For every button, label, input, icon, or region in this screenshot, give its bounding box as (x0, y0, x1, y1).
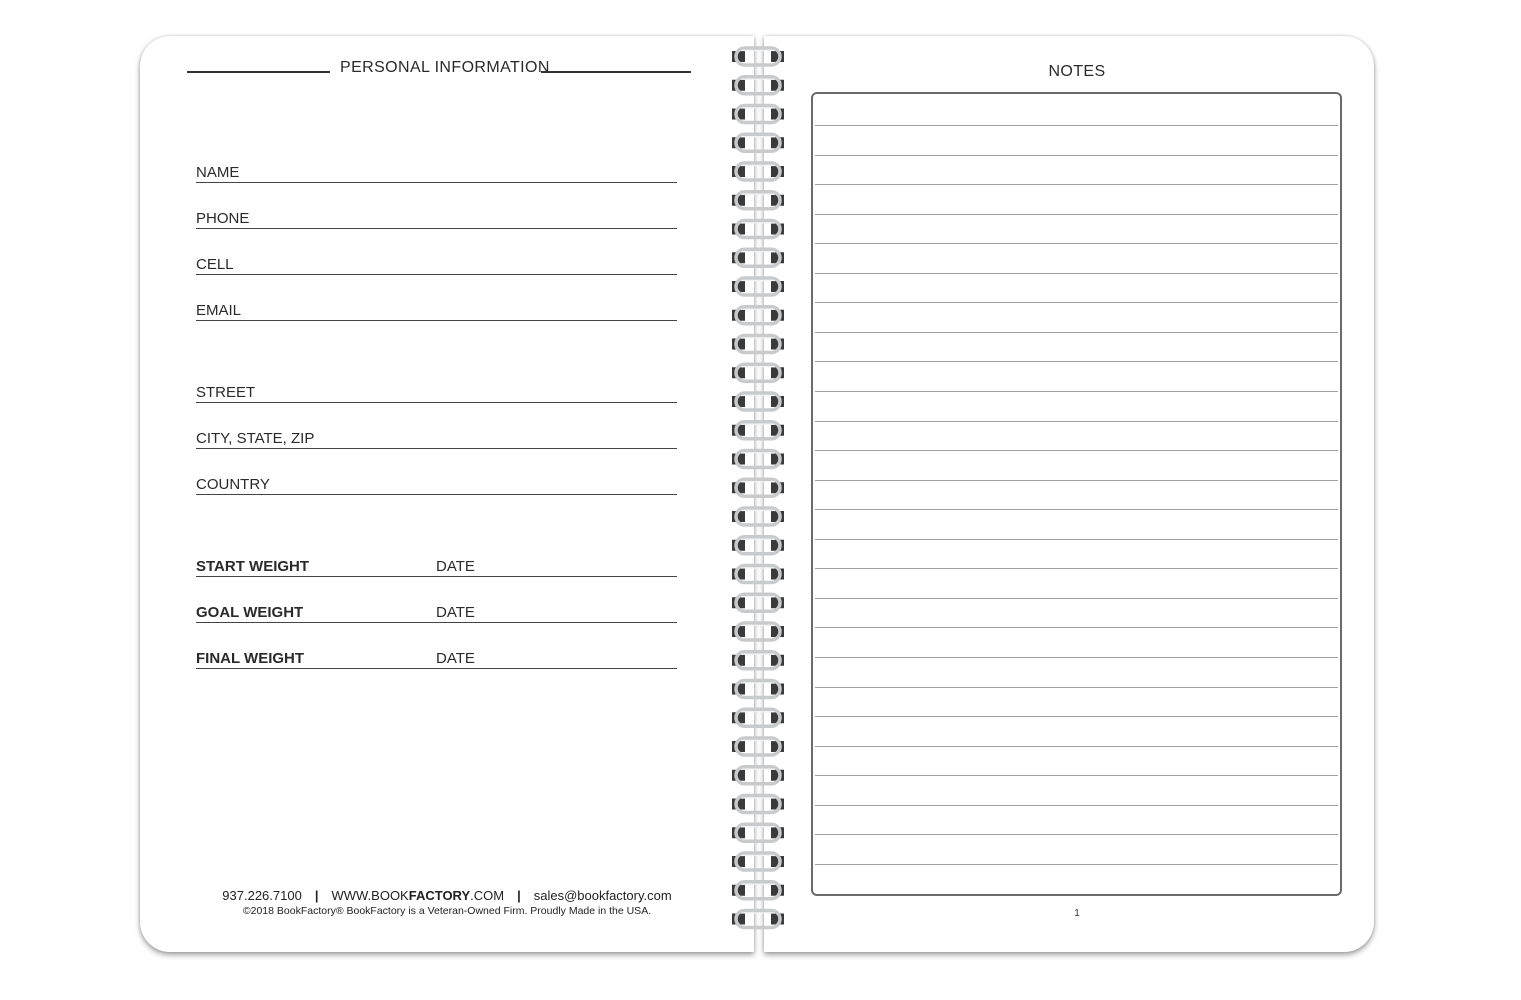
spiral-coil (732, 249, 784, 266)
spiral-coil (732, 767, 784, 784)
note-line (815, 834, 1338, 835)
note-line (815, 450, 1338, 451)
header-rule-left (187, 71, 330, 73)
note-line (815, 598, 1338, 599)
note-line (815, 864, 1338, 865)
note-line (815, 273, 1338, 274)
spiral-binding (722, 40, 794, 950)
final-weight-date-label: DATE (436, 650, 475, 667)
spiral-coil (732, 134, 784, 151)
notes-lines (813, 94, 1340, 894)
footer-separator-2: | (517, 888, 521, 903)
footer-website-prefix: WWW.BOOK (331, 888, 409, 903)
spiral-coil (732, 911, 784, 928)
city-state-zip-field[interactable] (196, 426, 677, 449)
goal-weight-field[interactable] (196, 600, 677, 623)
street-label: STREET (196, 384, 256, 401)
spiral-coil (732, 681, 784, 698)
phone-label: PHONE (196, 210, 250, 227)
start-weight-label: START WEIGHT (196, 558, 310, 575)
spiral-coil (732, 882, 784, 899)
spiral-coil (732, 278, 784, 295)
spiral-coil (732, 537, 784, 554)
page-number: 1 (1074, 908, 1080, 919)
notes-title: NOTES (1048, 63, 1106, 80)
email-field[interactable] (196, 298, 677, 321)
name-field[interactable] (196, 160, 677, 183)
footer-phone: 937.226.7100 (222, 888, 302, 903)
start-weight-date-label: DATE (436, 558, 475, 575)
goal-weight-label: GOAL WEIGHT (196, 604, 304, 621)
cell-field[interactable] (196, 252, 677, 275)
email-label: EMAIL (196, 302, 242, 319)
spiral-coil (732, 709, 784, 726)
spiral-coil (732, 594, 784, 611)
final-weight-field[interactable] (196, 646, 677, 669)
note-line (815, 716, 1338, 717)
spiral-coil (732, 307, 784, 324)
note-line (815, 805, 1338, 806)
spiral-coil (732, 336, 784, 353)
spiral-coil (732, 163, 784, 180)
note-line (815, 480, 1338, 481)
footer-website-bold: FACTORY (408, 888, 471, 903)
footer-contact (140, 888, 754, 903)
spiral-coil (732, 652, 784, 669)
notes-page (764, 36, 1374, 952)
note-line (815, 509, 1338, 510)
note-line (815, 657, 1338, 658)
spiral-coil (732, 479, 784, 496)
spiral-coil (732, 192, 784, 209)
spiral-coil (732, 48, 784, 65)
street-field[interactable] (196, 380, 677, 403)
spiral-coil (732, 566, 784, 583)
country-label: COUNTRY (196, 476, 270, 493)
footer-copyright: ©2018 BookFactory® BookFactory is a Veteran-Owned Firm. Proudly Made in the USA. (242, 905, 652, 917)
spiral-coil (732, 221, 784, 238)
note-line (815, 775, 1338, 776)
spiral-coil (732, 623, 784, 640)
note-line (815, 214, 1338, 215)
header-rule-right (541, 71, 691, 73)
notes-box[interactable] (811, 92, 1342, 896)
spiral-coil (732, 393, 784, 410)
name-label: NAME (196, 164, 240, 181)
city-state-zip-label: CITY, STATE, ZIP (196, 430, 315, 447)
spiral-coil (732, 508, 784, 525)
spiral-coil (732, 853, 784, 870)
spiral-coil (732, 106, 784, 123)
note-line (815, 746, 1338, 747)
footer-separator-1: | (314, 888, 319, 903)
phone-field[interactable] (196, 206, 677, 229)
goal-weight-date-label: DATE (436, 604, 475, 621)
note-line (815, 568, 1338, 569)
spiral-coil (732, 422, 784, 439)
spiral-coil (732, 364, 784, 381)
note-line (815, 361, 1338, 362)
note-line (815, 184, 1338, 185)
personal-information-title: PERSONAL INFORMATION (340, 59, 550, 76)
footer-email: sales@bookfactory.com (533, 888, 672, 903)
cell-label: CELL (196, 256, 234, 273)
note-line (815, 155, 1338, 156)
note-line (815, 539, 1338, 540)
note-line (815, 332, 1338, 333)
note-line (815, 391, 1338, 392)
spiral-coil (732, 451, 784, 468)
spiral-coil (732, 824, 784, 841)
footer-website-suffix: .COM (470, 888, 505, 903)
start-weight-field[interactable] (196, 554, 677, 577)
note-line (815, 627, 1338, 628)
spiral-coil (732, 796, 784, 813)
final-weight-label: FINAL WEIGHT (196, 650, 305, 667)
spiral-coil (732, 77, 784, 94)
personal-information-page (140, 36, 754, 952)
note-line (815, 125, 1338, 126)
spiral-coil (732, 738, 784, 755)
country-field[interactable] (196, 472, 677, 495)
note-line (815, 302, 1338, 303)
note-line (815, 421, 1338, 422)
note-line (815, 687, 1338, 688)
note-line (815, 243, 1338, 244)
footer-website (331, 888, 504, 903)
